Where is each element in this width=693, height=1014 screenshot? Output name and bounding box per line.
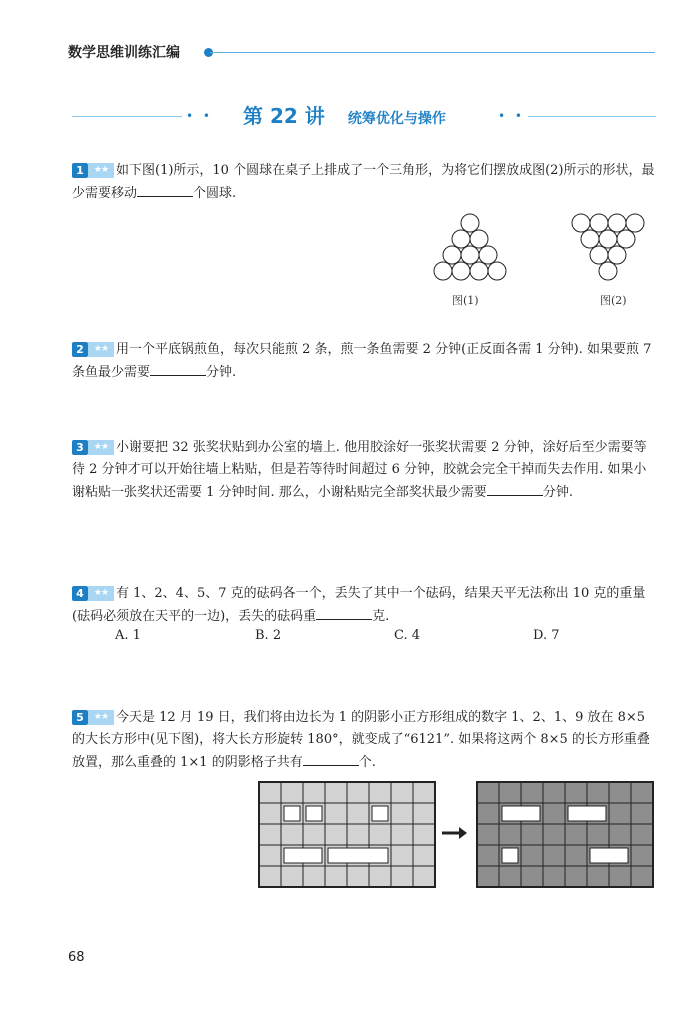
option-b[interactable]: B. 2 <box>255 628 282 643</box>
grid-cell <box>631 866 653 887</box>
grid-white-block <box>284 848 322 863</box>
page-number: 68 <box>68 950 85 965</box>
figure-1-caption: 图(1) <box>452 294 479 307</box>
question-1: 1 ★★ 如下图(1)所示，10 个圆球在桌子上排成了一个三角形，为将它们摆放成图(2)所示的形状，最少需要移动 个圆球. <box>72 163 655 201</box>
grid-cell <box>413 866 435 887</box>
question-5: 5 ★★ 今天是 12 月 19 日，我们将由边长为 1 的阴影小正方形组成的数字 1、2、1、9 放在 8×5 的大长方形中(见下图)，将大长方形旋转 180°，就变成了“6121”. 如果将这两个 8×5 的长方形重叠放置，那么重叠的 1×1 的阴影格子共有 个. <box>72 710 650 770</box>
grid-white-block <box>568 806 606 821</box>
grid-cell <box>325 782 347 803</box>
grid-cell <box>259 782 281 803</box>
grid-cell <box>303 866 325 887</box>
question-3: 3 ★★ 小谢要把 32 张奖状贴到办公室的墙上. 他用胶涂好一张奖状需要 2 分钟，涂好后至少需要等待 2 分钟才可以开始往墙上粘贴，但是若等待时间超过 6 分钟，胶就会完全干掉而失去作用. 如果小谢粘贴一张奖状还需要 1 分钟时间. 那么，小谢粘贴完全部奖状最少需要 分钟. <box>72 440 647 500</box>
question-badge: 4 ★★ <box>72 586 114 601</box>
grid-cell <box>477 824 499 845</box>
grid-cell <box>477 845 499 866</box>
grid-cell <box>347 803 369 824</box>
grid-cell <box>391 824 413 845</box>
answer-blank[interactable] <box>150 361 206 376</box>
grid-cell <box>413 824 435 845</box>
grid-white-block <box>372 806 388 821</box>
figure-2-inverted-triangle <box>568 212 668 292</box>
grid-cell <box>565 845 587 866</box>
grid-cell <box>565 866 587 887</box>
grid-cell <box>477 866 499 887</box>
grid-cell <box>303 824 325 845</box>
grid-cell <box>325 824 347 845</box>
grid-cell <box>499 824 521 845</box>
question-badge: 5 ★★ <box>72 710 114 725</box>
figure-2-caption: 图(2) <box>600 294 627 307</box>
grid-cell <box>325 803 347 824</box>
grid-cell <box>543 845 565 866</box>
grid-cell <box>521 824 543 845</box>
grid-cell <box>587 782 609 803</box>
lecture-dots-left: • • <box>186 109 213 123</box>
grid-cell <box>259 824 281 845</box>
grid-cell <box>413 782 435 803</box>
grid-cell <box>369 866 391 887</box>
option-c[interactable]: C. 4 <box>394 628 421 643</box>
grid-cell <box>259 845 281 866</box>
answer-blank[interactable] <box>316 605 372 620</box>
rotate-arrow-icon <box>440 826 468 840</box>
lecture-number: 第 22 讲 <box>243 104 325 128</box>
grid-cell <box>477 782 499 803</box>
grid-cell <box>281 866 303 887</box>
grid-white-block <box>306 806 322 821</box>
grid-cell <box>609 803 631 824</box>
figure-1-triangle <box>420 212 520 292</box>
grid-white-block <box>328 848 388 863</box>
book-title: 数学思维训练汇编 <box>68 45 180 61</box>
grid-cell <box>281 824 303 845</box>
grid-cell <box>259 803 281 824</box>
grid-cell <box>303 782 325 803</box>
grid-cell <box>391 803 413 824</box>
grid-cell <box>565 782 587 803</box>
grid-cell <box>391 845 413 866</box>
grid-cell <box>391 782 413 803</box>
lecture-rule-right <box>528 116 656 117</box>
header-rule <box>210 52 655 53</box>
grid-6121 <box>475 780 655 888</box>
grid-cell <box>499 866 521 887</box>
grid-cell <box>543 866 565 887</box>
grid-cell <box>477 803 499 824</box>
grid-cell <box>281 782 303 803</box>
answer-blank[interactable] <box>303 751 359 766</box>
grid-1219 <box>257 780 437 888</box>
question-badge: 3 ★★ <box>72 440 114 455</box>
grid-cell <box>347 782 369 803</box>
grid-cell <box>609 782 631 803</box>
grid-cell <box>347 866 369 887</box>
grid-cell <box>499 782 521 803</box>
question-4: 4 ★★ 有 1、2、4、5、7 克的砝码各一个，丢失了其中一个砝码，结果天平无法称出 10 克的重量(砝码必须放在天平的一边)，丢失的砝码重 克. <box>72 586 646 624</box>
grid-white-block <box>590 848 628 863</box>
grid-cell <box>325 866 347 887</box>
question-badge: 1 ★★ <box>72 163 114 178</box>
grid-white-block <box>284 806 300 821</box>
grid-cell <box>543 824 565 845</box>
lecture-title <box>243 100 446 129</box>
lecture-dots-right: • • <box>498 109 525 123</box>
grid-cell <box>543 803 565 824</box>
grid-cell <box>413 803 435 824</box>
grid-cell <box>631 803 653 824</box>
lecture-name: 统筹优化与操作 <box>347 111 446 127</box>
grid-cell <box>543 782 565 803</box>
grid-cell <box>609 866 631 887</box>
grid-cell <box>631 845 653 866</box>
grid-cell <box>587 824 609 845</box>
grid-cell <box>521 845 543 866</box>
grid-cell <box>609 824 631 845</box>
grid-cell <box>391 866 413 887</box>
grid-cell <box>521 782 543 803</box>
lecture-rule-left <box>72 116 182 117</box>
grid-cell <box>413 845 435 866</box>
option-d[interactable]: D. 7 <box>533 628 560 643</box>
grid-cell <box>521 866 543 887</box>
grid-cell <box>587 866 609 887</box>
grid-cell <box>565 824 587 845</box>
grid-cell <box>631 824 653 845</box>
question-badge: 2 ★★ <box>72 342 114 357</box>
grid-cell <box>347 824 369 845</box>
grid-cell <box>369 782 391 803</box>
grid-cell <box>369 824 391 845</box>
grid-cell <box>631 782 653 803</box>
question-2: 2 ★★ 用一个平底锅煎鱼，每次只能煎 2 条，煎一条鱼需要 2 分钟(正反面各需 1 分钟). 如果要煎 7 条鱼最少需要 分钟. <box>72 342 652 380</box>
grid-white-block <box>502 848 518 863</box>
answer-blank[interactable] <box>487 481 543 496</box>
answer-blank[interactable] <box>137 182 193 197</box>
grid-white-block <box>502 806 540 821</box>
option-a[interactable]: A. 1 <box>115 628 141 643</box>
grid-cell <box>259 866 281 887</box>
